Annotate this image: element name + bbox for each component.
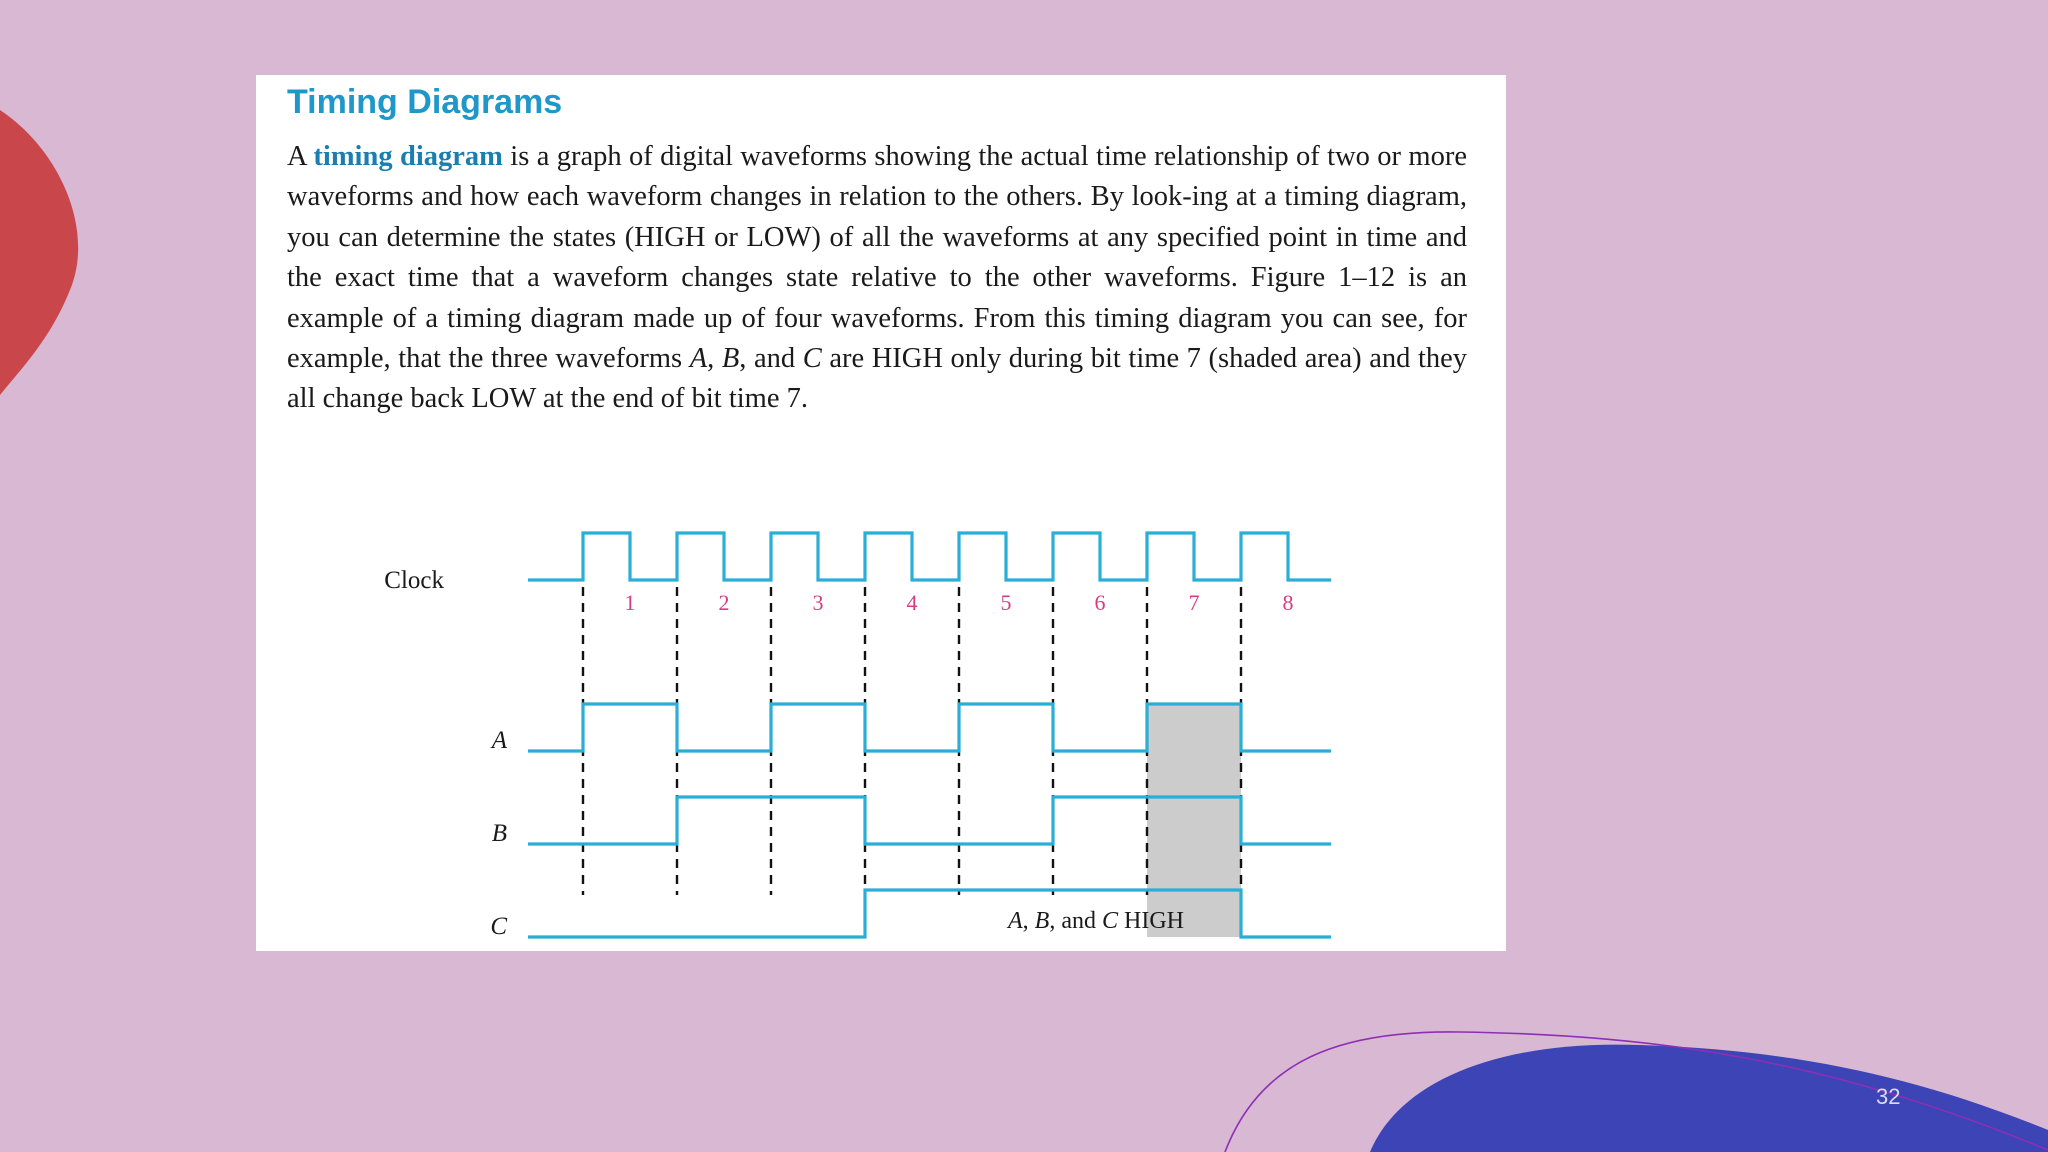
textbook-excerpt-card [256,75,1506,951]
bit-number: 6 [1094,590,1106,615]
var-c: C [802,343,822,375]
caption-rest: HIGH [1118,908,1185,934]
paragraph-end: are HIGH only during bit time 7 (shaded area) and they all change back LOW at the end of bit time 7. [287,343,1468,415]
timing-diagram-figure [256,75,1506,951]
highlight-shaded-area [1147,704,1241,937]
separator: , and [739,343,803,375]
term-timing-diagram: timing diagram [313,141,503,172]
left-red-blob [0,110,78,395]
var-a: A [689,343,708,375]
caption-var-c: C [1101,908,1119,934]
bottom-blue-blob [1370,1045,2048,1152]
bit-number: 5 [1000,590,1012,615]
signal-label-b: B [491,820,507,847]
separator: , [707,343,722,375]
paragraph-intro: A [287,141,314,172]
caption-var-b: B [1034,908,1050,934]
page-number: 32 [1876,1084,1901,1109]
bit-number: 1 [624,590,636,615]
bit-number: 7 [1188,590,1200,615]
caption-var-a: A [1007,908,1023,934]
clock-label: Clock [384,567,444,594]
bit-boundary-dashes [583,587,1241,895]
section-title: Timing Diagrams [287,83,563,121]
var-b: B [721,343,740,375]
clock-waveform [528,533,1331,580]
signal-label-a: A [491,727,507,754]
caption-separator: , and [1049,908,1102,934]
bit-number: 2 [718,590,730,615]
bit-number: 4 [906,590,918,615]
signal-label-c: C [490,913,507,940]
caption [1006,908,1184,934]
paragraph-body: is a graph of digital waveforms showing the actual time relationship of two or more waveforms and how each waveform changes in relation to the others. By look-ing at a timing diagram, you can determine the states (HIGH or LOW) of all the waveforms at any specified point in time and the exact time that a waveform changes state relative to the other waveforms. Figure 1–12 is an example of a timing diagram made up of four waveforms. From this timing diagram you can see, for example, that the three waveforms [287,141,1467,375]
bit-number: 8 [1282,590,1294,615]
bit-number: 3 [812,590,824,615]
caption-separator: , [1022,908,1035,934]
